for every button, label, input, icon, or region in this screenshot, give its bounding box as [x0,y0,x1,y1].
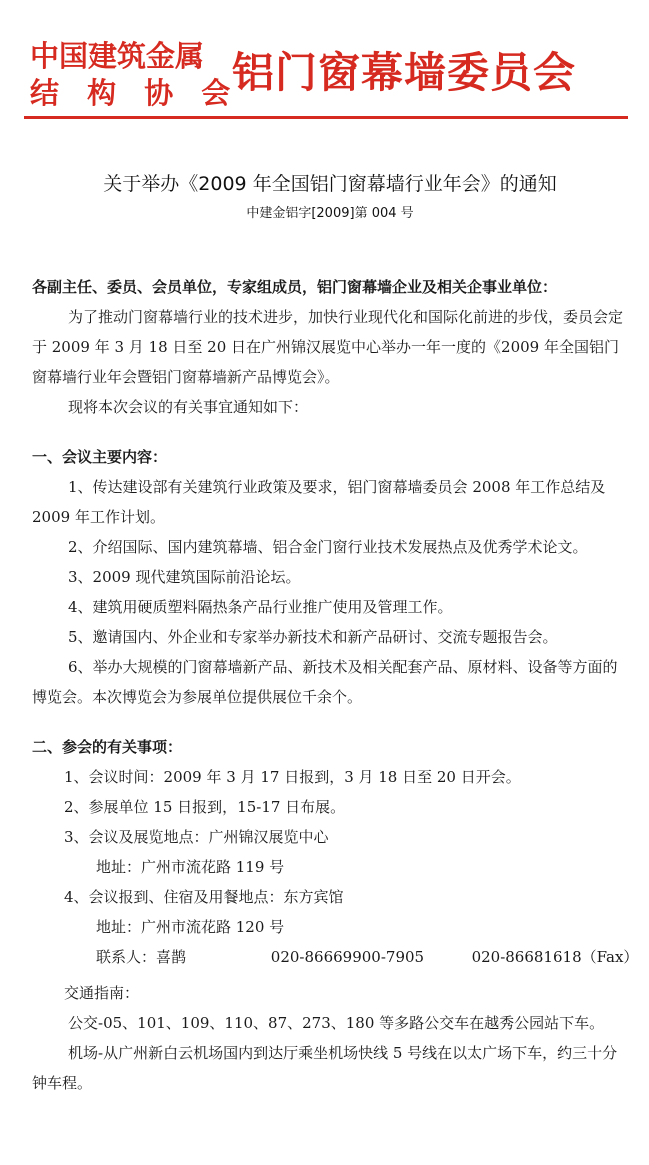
header-divider [24,116,628,119]
association-name [30,38,240,112]
section2-item: 2、参展单位 15 日报到，15-17 日布展。 [64,798,346,816]
section2-heading: 二、参会的有关事项： [32,738,183,756]
section2-item: 1、会议时间：2009 年 3 月 17 日报到，3 月 18 日至 20 日开会。 [64,768,521,786]
section1-item: 3、2009 现代建筑国际前沿论坛。 [68,568,301,586]
notice-title: 关于举办《2009 年全国铝门窗幕墙行业年会》的通知 [103,173,557,195]
spacer [32,422,632,442]
traffic-bus: 公交-05、101、109、110、87、273、180 等多路公交车在越秀公园站下车。 [68,1014,605,1032]
notice-body [32,272,639,1098]
section1-item: 5、邀请国内、外企业和专家举办新技术和新产品研讨、交流专题报告会。 [68,628,558,646]
contact-person: 联系人：喜鹊 [96,948,187,966]
section1-item: 1、传达建设部有关建筑行业政策及要求，铝门窗幕墙委员会 2008 年工作总结及 2009 年工作计划。 [32,478,606,526]
spacer [32,712,632,732]
contact-line [32,942,639,972]
intro-paragraph: 为了推动门窗幕墙行业的技术进步，加快行业现代化和国际化前进的步伐，委员会定于 2009 年 3 月 18 日至 20 日在广州锦汉展览中心举办一年一度的《2009 年全国铝门窗幕墙行业年会暨铝门窗幕墙新产品博览会》。 [32,308,624,386]
contact-phone: 020-86669900-7905 [270,948,425,966]
section1-item: 6、举办大规模的门窗幕墙新产品、新技术及相关配套产品、原材料、设备等方面的博览会。本次博览会为参展单位提供展位千余个。 [32,658,618,706]
association-name-line2: 结 构 协 会 [30,76,240,110]
association-name-line1: 中国建筑金属 [30,39,205,73]
traffic-heading: 交通指南： [64,984,140,1002]
addressee: 各副主任、委员、会员单位，专家组成员，铝门窗幕墙企业及相关企事业单位： [32,278,558,296]
section2-address: 地址：广州市流花路 119 号 [96,858,285,876]
document-number: 中建金铝字[2009]第 004 号 [246,206,414,221]
section1-item: 4、建筑用硬质塑料隔热条产品行业推广使用及管理工作。 [68,598,453,616]
traffic-airport: 机场-从广州新白云机场国内到达厅乘坐机场快线 5 号线在以太广场下车，约三十分钟车程。 [32,1044,618,1092]
announce-paragraph: 现将本次会议的有关事宜通知如下： [68,398,309,416]
committee-name: 铝门窗幕墙委员会 [232,48,577,97]
section2-item: 4、会议报到、住宿及用餐地点：东方宾馆 [64,888,344,906]
section2-address: 地址：广州市流花路 120 号 [96,918,285,936]
section1-heading: 一、会议主要内容： [32,448,168,466]
contact-fax: 020-86681618（Fax） [471,948,639,966]
section2-item: 3、会议及展览地点：广州锦汉展览中心 [64,828,329,846]
section1-item: 2、介绍国际、国内建筑幕墙、铝合金门窗行业技术发展热点及优秀学术论文。 [68,538,588,556]
